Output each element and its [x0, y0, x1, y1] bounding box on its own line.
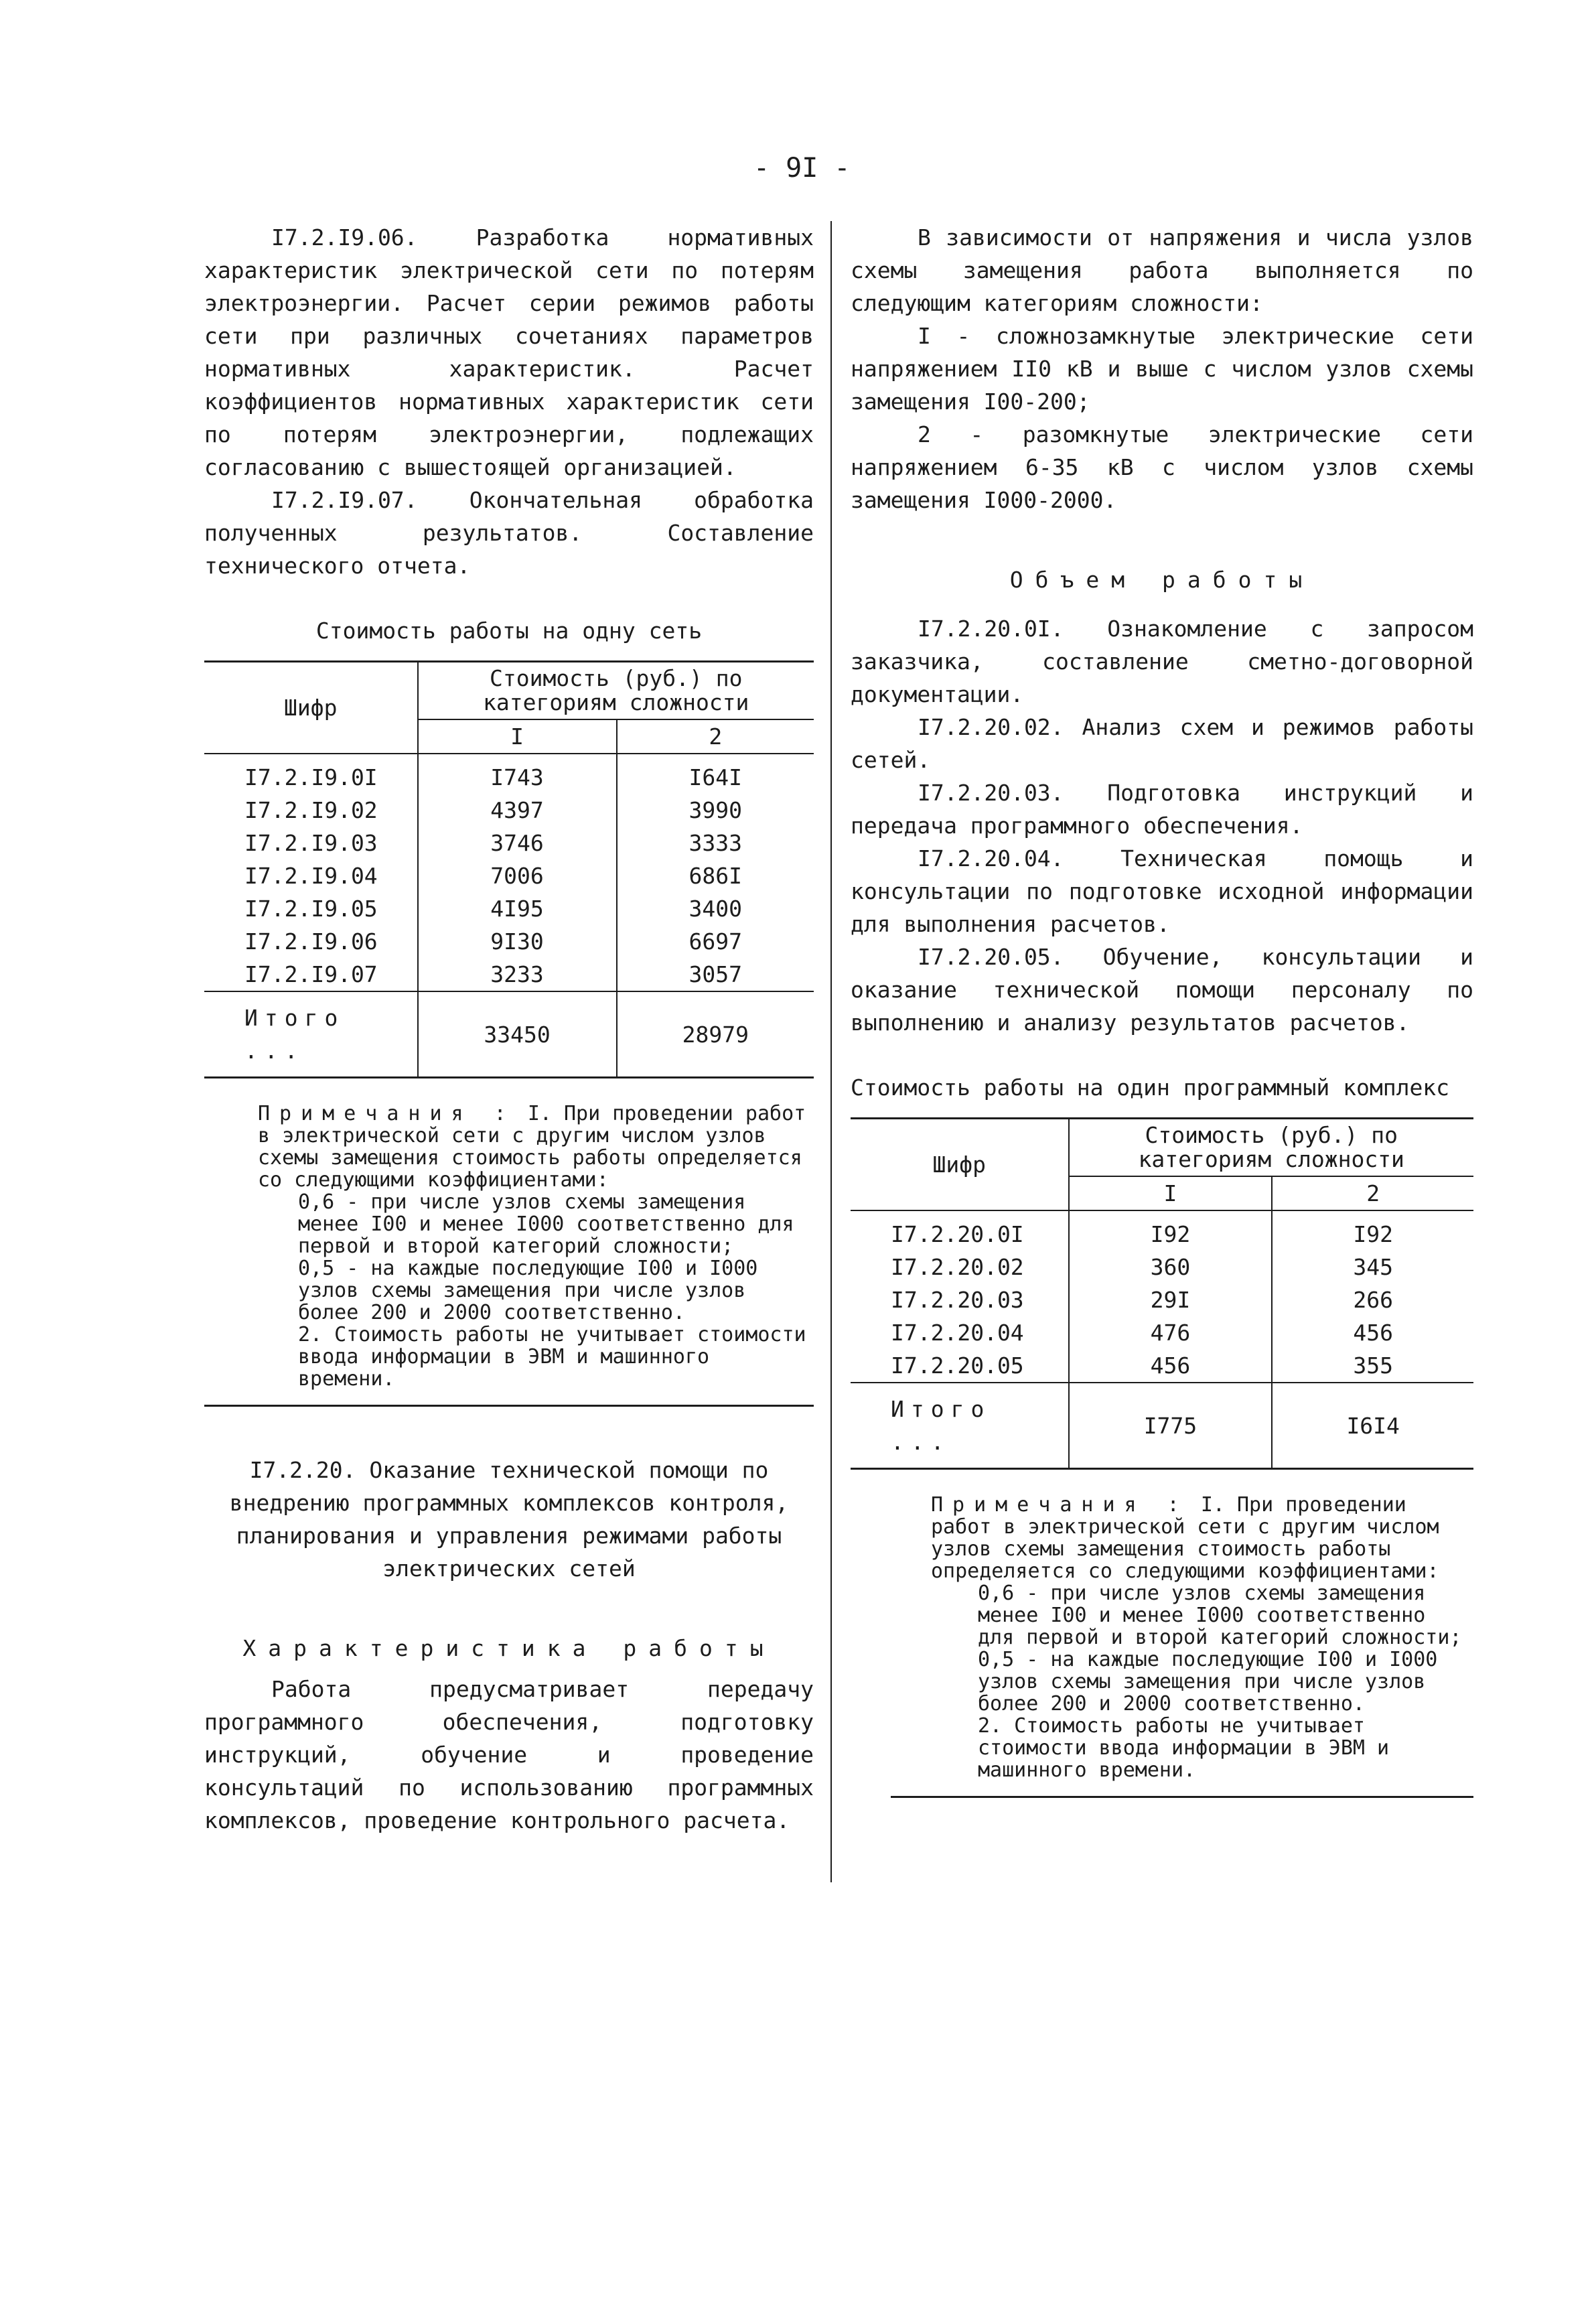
- table-row: [851, 1349, 1473, 1383]
- row-cost-2: 3990: [617, 794, 814, 827]
- notes-rule: [204, 1405, 814, 1407]
- header-category-1: I: [1069, 1176, 1273, 1210]
- row-cost-2: 3333: [617, 827, 814, 859]
- page-number: - 9I -: [753, 153, 851, 184]
- row-code: I7.2.20.03: [891, 1287, 1024, 1313]
- total-row: [204, 991, 814, 1078]
- table-row: [204, 794, 814, 827]
- note-1a: 0,6 - при числе узлов схемы замещения менее I00 и менее I000 соответственно для первой и второй категорий сложности;: [978, 1582, 1462, 1649]
- right-column: [851, 221, 1473, 1798]
- header-category-2: 2: [617, 719, 814, 754]
- header-category-1: I: [418, 719, 617, 754]
- notes-rule: [891, 1796, 1473, 1798]
- section-title-17-2-20: I7.2.20. Оказание технической помощи по внедрению программных комплексов контроля, планирования и управления режимами работы электрических сетей: [229, 1457, 789, 1582]
- cost-table-software: [851, 1117, 1473, 1470]
- row-cost-2: 355: [1272, 1349, 1473, 1383]
- header-category-2: 2: [1272, 1176, 1473, 1210]
- table-row: [204, 925, 814, 958]
- table-row: [851, 1210, 1473, 1251]
- row-cost-2: I64I: [617, 754, 814, 794]
- note-2: 2. Стоимость работы не учитывает стоимости ввода информации в ЭВМ и машинного времени.: [978, 1714, 1390, 1782]
- paragraph-17-2-20-05: I7.2.20.05. Обучение, консультации и оказание технической помощи персоналу по выполнению и анализу результатов расчетов.: [851, 944, 1473, 1036]
- row-cost-2: 686I: [617, 859, 814, 892]
- note-1: I. При проведении работ в электрической сети с другим числом узлов схемы замещения стоимость работы определяется со следующими коэффициентами:: [258, 1102, 806, 1192]
- row-cost-1: 360: [1069, 1251, 1273, 1283]
- paragraph-17-2-19-07: I7.2.I9.07. Окончательная обработка полученных результатов. Составление технического отчета.: [204, 487, 814, 579]
- row-cost-1: 4397: [418, 794, 617, 827]
- characteristics-heading: Характеристика работы: [242, 1635, 776, 1661]
- header-cost: Стоимость (руб.) по категориям сложности: [418, 662, 814, 720]
- row-cost-1: 9I30: [418, 925, 617, 958]
- row-cost-2: 266: [1272, 1283, 1473, 1316]
- row-cost-1: 456: [1069, 1349, 1273, 1383]
- row-code: I7.2.I9.04: [244, 863, 378, 889]
- total-label: Итого ...: [204, 991, 418, 1078]
- cost-table-networks: [204, 660, 814, 1078]
- note-2: 2. Стоимость работы не учитывает стоимости ввода информации в ЭВМ и машинного времени.: [298, 1323, 806, 1391]
- paragraph-17-2-20-02: I7.2.20.02. Анализ схем и режимов работы сетей.: [851, 714, 1473, 773]
- note-1b: 0,5 - на каждые последующие I00 и I000 узлов схемы замещения при числе узлов более 200 и 2000 соответственно.: [298, 1257, 758, 1324]
- paragraph-17-2-20-04: I7.2.20.04. Техническая помощь и консультации по подготовке исходной информации для выполнения расчетов.: [851, 845, 1473, 937]
- notes-block: [851, 1494, 1473, 1798]
- row-cost-2: 456: [1272, 1316, 1473, 1349]
- paragraph-category-2: 2 - разомкнутые электрические сети напряжением 6-35 кВ с числом узлов схемы замещения I000-2000.: [851, 421, 1473, 513]
- total-cost-1: I775: [1069, 1383, 1273, 1469]
- table-row: [204, 958, 814, 991]
- row-cost-1: I92: [1069, 1210, 1273, 1251]
- table-row: [851, 1283, 1473, 1316]
- row-code: I7.2.I9.03: [244, 830, 378, 856]
- paragraph-work-description: Работа предусматривает передачу программного обеспечения, подготовку инструкций, обучение и проведение консультаций по использованию программных комплексов, проведение контрольного расчета.: [204, 1676, 814, 1833]
- note-1a: 0,6 - при числе узлов схемы замещения менее I00 и менее I000 соответственно для первой и второй категорий сложности;: [298, 1190, 794, 1258]
- left-column: [204, 221, 814, 1837]
- row-cost-2: 3400: [617, 892, 814, 925]
- note-1: I. При проведении работ в электрической сети с другим числом узлов схемы замещения стоимость работы определяется со следующими коэффициентами:: [931, 1493, 1439, 1583]
- total-cost-1: 33450: [418, 991, 617, 1078]
- header-code: Шифр: [851, 1119, 1069, 1211]
- total-label: Итого ...: [851, 1383, 1069, 1469]
- table-row: [204, 827, 814, 859]
- paragraph-17-2-19-06: I7.2.I9.06. Разработка нормативных характеристик электрической сети по потерям электроэнергии. Расчет серии режимов работы сети при различных сочетаниях параметров нормативных характеристик. Расчет коэффициентов нормативных характеристик сети по потерям электроэнергии, подлежащих согласованию с вышестоящей организацией.: [204, 224, 814, 480]
- row-cost-2: 3057: [617, 958, 814, 991]
- table-title: Стоимость работы на один программный комплекс: [851, 1074, 1450, 1101]
- table-row: [204, 754, 814, 794]
- table-row: [204, 859, 814, 892]
- notes-heading: Примечания :: [258, 1102, 516, 1125]
- row-cost-2: 345: [1272, 1251, 1473, 1283]
- total-cost-2: 28979: [617, 991, 814, 1078]
- table-title: Стоимость работы на одну сеть: [315, 618, 703, 644]
- row-cost-1: 3233: [418, 958, 617, 991]
- row-cost-2: I92: [1272, 1210, 1473, 1251]
- row-code: I7.2.I9.02: [244, 797, 378, 823]
- total-cost-2: I6I4: [1272, 1383, 1473, 1469]
- row-cost-1: 29I: [1069, 1283, 1273, 1316]
- paragraph-category-1: I - сложнозамкнутые электрические сети напряжением II0 кВ и выше с числом узлов схемы замещения I00-200;: [851, 323, 1473, 415]
- paragraph-17-2-20-01: I7.2.20.0I. Ознакомление с запросом заказчика, составление сметно-договорной документации.: [851, 616, 1473, 707]
- row-cost-1: 476: [1069, 1316, 1273, 1349]
- notes-heading: Примечания :: [931, 1493, 1189, 1517]
- paragraph-categories-intro: В зависимости от напряжения и числа узлов схемы замещения работа выполняется по следующим категориям сложности:: [851, 224, 1473, 316]
- row-code: I7.2.I9.0I: [244, 764, 378, 790]
- row-cost-1: I743: [418, 754, 617, 794]
- paragraph-17-2-20-03: I7.2.20.03. Подготовка инструкций и передача программного обеспечения.: [851, 780, 1473, 839]
- row-code: I7.2.20.02: [891, 1254, 1024, 1280]
- column-divider: [830, 221, 832, 1882]
- table-row: [204, 892, 814, 925]
- row-code: I7.2.I9.06: [244, 928, 378, 955]
- row-cost-1: 7006: [418, 859, 617, 892]
- row-code: I7.2.20.05: [891, 1352, 1024, 1379]
- note-1b: 0,5 - на каждые последующие I00 и I000 узлов схемы замещения при числе узлов более 200 и 2000 соответственно.: [978, 1648, 1438, 1716]
- row-code: I7.2.20.0I: [891, 1221, 1024, 1247]
- volume-heading: Объем работы: [1009, 567, 1315, 593]
- row-code: I7.2.I9.07: [244, 961, 378, 987]
- row-cost-1: 4I95: [418, 892, 617, 925]
- total-row: [851, 1383, 1473, 1469]
- header-cost: Стоимость (руб.) по категориям сложности: [1069, 1119, 1474, 1177]
- row-cost-1: 3746: [418, 827, 617, 859]
- table-row: [851, 1316, 1473, 1349]
- notes-block: [204, 1103, 814, 1407]
- table-row: [851, 1251, 1473, 1283]
- row-cost-2: 6697: [617, 925, 814, 958]
- row-code: I7.2.I9.05: [244, 896, 378, 922]
- row-code: I7.2.20.04: [891, 1320, 1024, 1346]
- header-code: Шифр: [204, 662, 418, 754]
